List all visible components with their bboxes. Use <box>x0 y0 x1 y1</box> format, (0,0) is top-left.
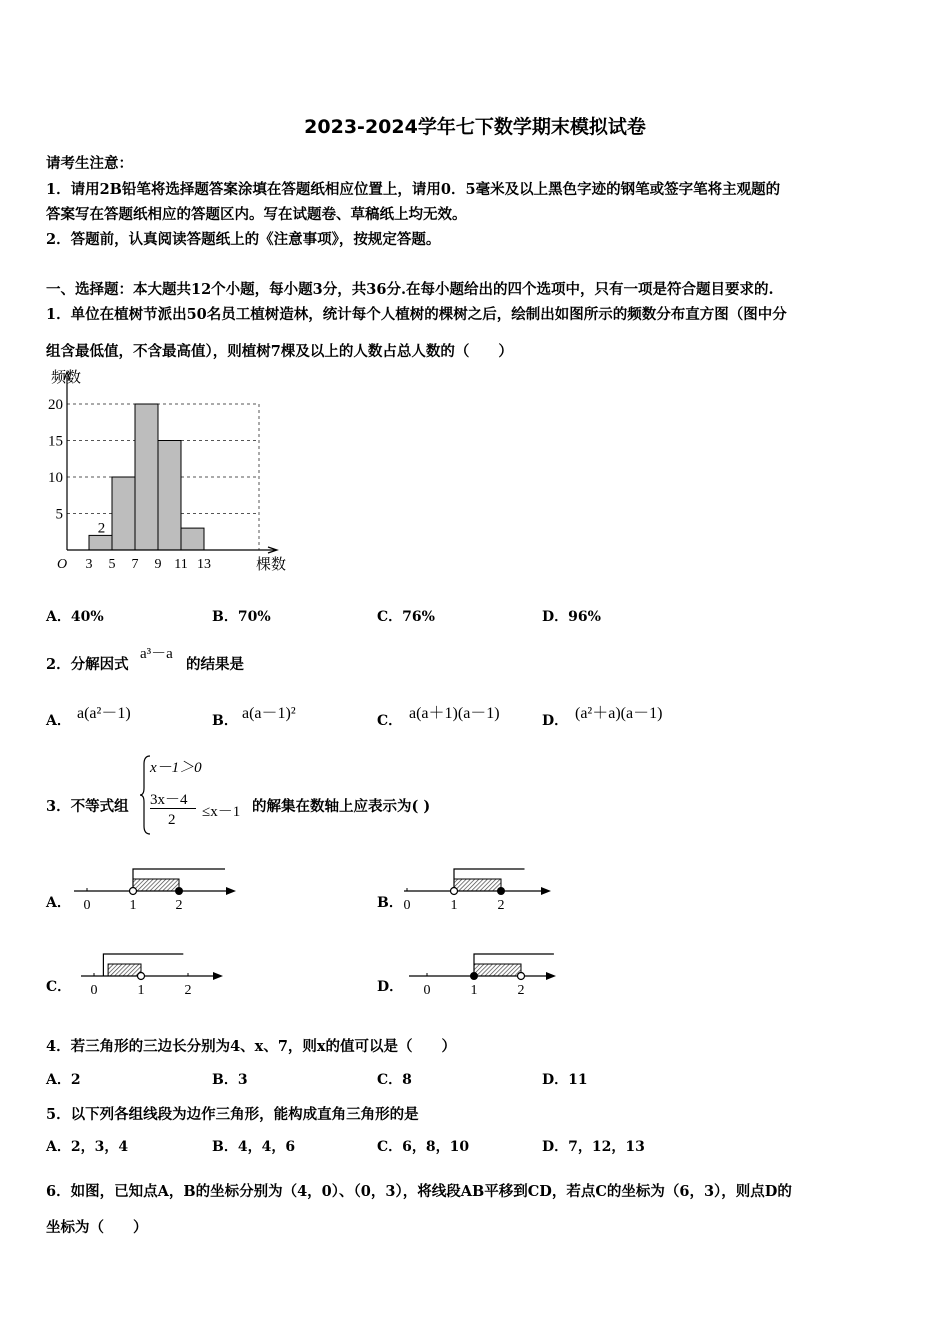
section-heading: 一、选择题：本大题共12个小题，每小题3分，共36分.在每小题给出的四个选项中，只有一项是符合题目要求的. <box>46 281 774 298</box>
y-axis-label: 频数 <box>51 370 82 386</box>
histogram-bar <box>158 441 181 551</box>
axis-arrow <box>226 887 236 895</box>
closed-point <box>176 888 183 895</box>
open-point <box>130 888 137 895</box>
q2-tail: 的结果是 <box>186 656 244 673</box>
open-point <box>451 888 458 895</box>
q4-option-c[interactable]: C．8 <box>377 1072 412 1088</box>
q3-inequality-1: x－1＞0 <box>150 760 202 776</box>
q2-option-a-expr[interactable]: a(a²－1) <box>77 705 131 722</box>
q2-option-b-expr[interactable]: a(a－1)² <box>242 705 296 722</box>
notice-line-1: 1．请用2B铅笔将选择题答案涂填在答题纸相应位置上，请用0．5毫米及以上黑色字迹的钢笔或签字笔将主观题的 <box>46 181 781 198</box>
notice-line-2: 2．答题前，认真阅读答题纸上的《注意事项》，按规定答题。 <box>46 231 441 248</box>
q3-text: 3．不等式组 <box>46 798 129 815</box>
solution-region <box>454 879 501 891</box>
open-point <box>518 973 525 980</box>
q3-option-c-label[interactable]: C． <box>46 979 72 995</box>
q6-text-a: 6．如图，已知点A，B的坐标分别为（4，0）、（0，3），将线段AB平移到CD，若点C的坐标为（6，3），则点D的 <box>46 1183 792 1200</box>
histogram-bar <box>89 535 112 550</box>
page-title: 2023-2024学年七下数学期末模拟试卷 <box>304 116 646 138</box>
histogram-bar <box>181 528 204 550</box>
closed-point <box>471 973 478 980</box>
tick-label: 2 <box>175 898 183 913</box>
q2-expression: a³－a <box>140 646 173 662</box>
y-tick-label: 10 <box>48 470 63 486</box>
q3-option-a-numberline[interactable] <box>70 860 240 918</box>
q3-option-c-numberline[interactable] <box>77 945 227 1003</box>
x-tick-label: 3 <box>85 557 93 572</box>
q1-option-c[interactable]: C．76% <box>377 609 435 625</box>
q1-text-a: 1．单位在植树节派出50名员工植树造林，统计每个人植树的棵树之后，绘制出如图所示的频数分布直方图（图中分 <box>46 306 787 323</box>
tick-label: 1 <box>137 983 145 998</box>
q1-text-b: 组含最低值，不含最高值），则植树7棵及以上的人数占总人数的（ ） <box>46 343 513 360</box>
q2-option-d-label[interactable]: D． <box>542 713 569 729</box>
bar-annotation: 2 <box>97 520 106 537</box>
notice-heading: 请考生注意： <box>46 155 133 172</box>
open-point <box>138 973 145 980</box>
y-tick-label: 5 <box>55 506 63 523</box>
x-tick-label: 9 <box>154 557 162 572</box>
q1-option-a[interactable]: A．40% <box>46 609 104 625</box>
tick-label: 1 <box>129 898 137 913</box>
q3-option-b-label[interactable]: B． <box>377 895 403 911</box>
q1-histogram <box>40 362 300 582</box>
q3-option-b-numberline[interactable] <box>400 860 555 918</box>
q2-option-d-expr[interactable]: (a²＋a)(a－1) <box>575 705 663 722</box>
q3-inequality-system <box>138 754 258 836</box>
tick-label: 2 <box>184 983 192 998</box>
x-tick-label: 11 <box>174 557 188 572</box>
q2-option-c-label[interactable]: C． <box>377 713 403 729</box>
x-axis-label: 棵数 <box>256 557 287 573</box>
q2-option-c-expr[interactable]: a(a＋1)(a－1) <box>409 705 500 722</box>
q4-text: 4．若三角形的三边长分别为4、x、7，则x的值可以是（ ） <box>46 1038 457 1055</box>
q4-option-b[interactable]: B．3 <box>212 1072 248 1088</box>
tick-label: 0 <box>90 983 98 998</box>
q3-option-a-label[interactable]: A． <box>46 895 71 911</box>
q2-option-b-label[interactable]: B． <box>212 713 238 729</box>
tick-label: 1 <box>470 983 478 998</box>
q5-option-b[interactable]: B．4，4，6 <box>212 1139 296 1155</box>
x-tick-label: 7 <box>131 557 139 572</box>
tick-label: 0 <box>83 898 91 913</box>
q1-option-b[interactable]: B．70% <box>212 609 271 625</box>
q5-text: 5．以下列各组线段为边作三角形，能构成直角三角形的是 <box>46 1106 419 1123</box>
q3-option-d-numberline[interactable] <box>405 945 560 1003</box>
axis-arrow <box>541 887 551 895</box>
q4-option-d[interactable]: D．11 <box>542 1072 588 1088</box>
tick-label: 0 <box>403 898 411 913</box>
q3-fraction-numerator: 3x－4 <box>150 792 188 808</box>
closed-point <box>498 888 505 895</box>
q4-option-a[interactable]: A．2 <box>46 1072 81 1088</box>
q2-option-a-label[interactable]: A． <box>46 713 71 729</box>
q5-option-a[interactable]: A．2，3，4 <box>46 1139 129 1155</box>
histogram-bar <box>112 477 135 550</box>
y-tick-label: 20 <box>48 397 63 413</box>
notice-line-1b: 答案写在答题纸相应的答题区内。写在试题卷、草稿纸上均无效。 <box>46 206 467 223</box>
q1-option-d[interactable]: D．96% <box>542 609 601 625</box>
tick-label: 1 <box>450 898 458 913</box>
q5-option-d[interactable]: D．7，12，13 <box>542 1139 645 1155</box>
solution-region <box>133 879 179 891</box>
q3-tail: 的解集在数轴上应表示为( ) <box>252 798 431 815</box>
axis-arrow <box>546 972 556 980</box>
tick-label: 2 <box>517 983 525 998</box>
q2-text: 2．分解因式 <box>46 656 129 673</box>
x-tick-label: 13 <box>197 557 211 572</box>
x-tick-label: O <box>56 557 68 572</box>
q3-fraction-denominator: 2 <box>168 812 176 828</box>
q5-option-c[interactable]: C．6，8，10 <box>377 1139 470 1155</box>
q3-option-d-label[interactable]: D． <box>377 979 404 995</box>
axis-arrow <box>213 972 223 980</box>
solution-region <box>108 964 141 976</box>
q3-fraction-bar <box>150 808 196 809</box>
tick-label: 0 <box>423 983 431 998</box>
solution-region <box>474 964 521 976</box>
tick-label: 2 <box>497 898 505 913</box>
q6-text-b: 坐标为（ ） <box>46 1219 148 1236</box>
x-tick-label: 5 <box>108 557 116 572</box>
q3-rhs: ≤x－1 <box>202 804 241 820</box>
histogram-bar <box>135 404 158 550</box>
y-tick-label: 15 <box>48 433 63 450</box>
